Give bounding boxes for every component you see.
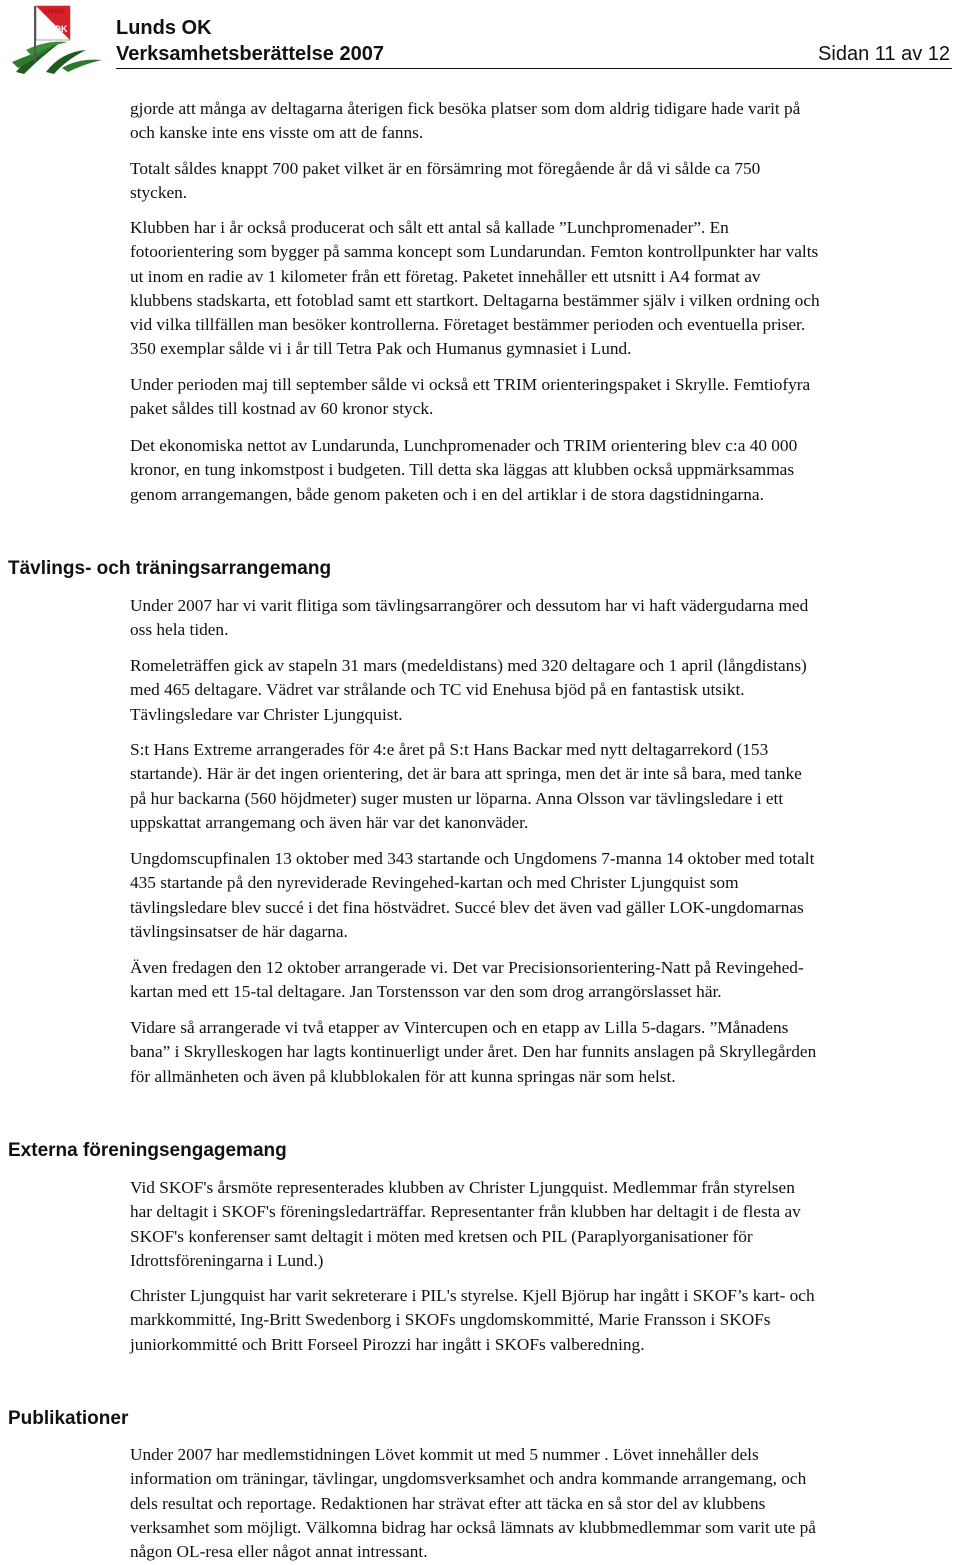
section-heading: Publikationer — [8, 1408, 129, 1429]
paragraph — [130, 1284, 960, 1357]
paragraph — [130, 1016, 960, 1089]
text-line: tävlingsinsatser de här dagarna. — [130, 921, 348, 941]
text-line: startande). Här är det ingen orientering, det är bara att springa, men det är inte så bara, med tanke — [130, 764, 802, 784]
page-header — [0, 0, 960, 78]
text-line: Klubben har i år också producerat och sålt ett antal så kallade ”Lunchpromenader”. En — [130, 218, 729, 237]
text-line: paket såldes till kostnad av 60 kronor styck. — [130, 399, 434, 419]
page-number: Sidan 11 av 12 — [818, 43, 950, 65]
svg-text:LUNDS: LUNDS — [44, 9, 65, 15]
header-title-line — [116, 40, 952, 69]
text-line: med 465 deltagare. Vädret var strålande och TC vid Enehusa bjöd på en fantastisk utsikt. — [130, 680, 745, 700]
section-heading: Externa föreningsengagemang — [8, 1140, 287, 1161]
text-line: markkommitté, Ing-Britt Swedenborg i SKOFs ungdomskommitté, Marie Fransson i SKOFs — [130, 1310, 771, 1330]
text-line: genom arrangemangen, både genom paketen och i en del artiklar i de stora dagstidningarna. — [130, 484, 764, 504]
text-line: Christer Ljungquist har varit sekreterare i PIL's styrelse. Kjell Björup har ingått i SKOF’s kart- och — [130, 1286, 815, 1305]
svg-text:OK: OK — [54, 24, 68, 34]
text-line: verksamhet som möjligt. Välkomna bidrag har också lämnats av klubbmedlemmar som varit ute på — [130, 1517, 816, 1537]
paragraph — [130, 847, 960, 944]
text-line: information om träningar, tävlingar, ungdomsverksamhet och andra kommande arrangemang, och — [130, 1469, 807, 1489]
text-line: någon OL-resa eller något annat intressant. — [130, 1542, 428, 1562]
text-line: Ungdomscupfinalen 13 oktober med 343 startande och Ungdomens 7-manna 14 oktober med totalt — [130, 849, 815, 868]
text-line: kronor, en tung inkomstpost i budgeten. Till detta ska läggas att klubben också uppmärksammas — [130, 460, 795, 480]
text-line: bana” i Skrylleskogen har lagts kontinuerligt under året. Den har funnits anslagen på Skryllegården — [130, 1042, 817, 1062]
paragraph — [130, 157, 960, 206]
text-line: fotoorientering som bygger på samma koncept som Lundarundan. Femton kontrollpunkter har valts — [130, 242, 819, 262]
lunds-ok-logo — [6, 2, 114, 74]
text-line: juniorkommitté och Britt Forseel Pirozzi har ingått i SKOFs valberedning. — [130, 1334, 645, 1354]
paragraph — [130, 956, 960, 1005]
text-line: Idrottsföreningarna i Lund.) — [130, 1250, 324, 1270]
text-line: uppskattat arrangemang och även här var det kanonväder. — [130, 812, 529, 832]
organization-name: Lunds OK — [116, 17, 212, 39]
paragraph — [130, 654, 960, 727]
text-line: Under perioden maj till september sålde vi också ett TRIM orienteringspaket i Skrylle. Femtiofyra — [130, 375, 811, 394]
text-line: och kanske inte ens visste om att de fanns. — [130, 123, 424, 143]
text-line: Även fredagen den 12 oktober arrangerade vi. Det var Precisionsorientering-Natt på Revingehed- — [130, 958, 804, 977]
paragraph — [130, 97, 960, 146]
text-line: Vidare så arrangerade vi två etapper av Vintercupen och en etapp av Lilla 5-dagars. ”Månadens — [130, 1018, 789, 1037]
text-line: kartan med ett 15-tal deltagare. Jan Torstensson var den som drog arrangörslasset här. — [130, 982, 722, 1002]
text-line: klubbens stadskarta, ett fotoblad samt ett startkort. Deltagarna bestämmer själv i vilken ordning och — [130, 290, 820, 310]
text-line: SKOF's konferenser samt deltagit i möten med kretsen och PIL (Paraplyorganisationer för — [130, 1226, 753, 1246]
paragraph — [130, 738, 960, 835]
document-title: Verksamhetsberättelse 2007 — [116, 43, 384, 65]
text-line: vid vilka tillfällen man besöker kontrollerna. Företaget bestämmer perioden och eventuella priser. — [130, 315, 806, 335]
text-line: 350 exemplar sålde vi i år till Tetra Pak och Humanus gymnasiet i Lund. — [130, 339, 632, 359]
text-line: för allmänheten och även på klubblokalen för att kunna springas när som helst. — [130, 1066, 676, 1086]
paragraph — [130, 1176, 960, 1273]
section-heading: Tävlings- och träningsarrangemang — [8, 558, 332, 579]
text-line: stycken. — [130, 183, 188, 203]
paragraph — [130, 373, 960, 422]
text-line: Under 2007 har medlemstidningen Lövet kommit ut med 5 nummer . Lövet innehåller dels — [130, 1445, 759, 1464]
text-line: ut inom en radie av 1 kilometer från ett företag. Paketet innehåller ett utsnitt i A4 format av — [130, 266, 761, 286]
text-line: dels resultat och reportage. Redaktionen har strävat efter att täcka en så stor del av klubbens — [130, 1493, 766, 1513]
text-line: tävlingsledare blev succé i det fina höstvädret. Succé blev det även vad gäller LOK-ungdomarnas — [130, 897, 804, 917]
text-line: Vid SKOF's årsmöte representerades klubben av Christer Ljungquist. Medlemmar från styrelsen — [130, 1178, 795, 1197]
text-line: Under 2007 har vi varit flitiga som tävlingsarrangörer och dessutom har vi haft vädergudarna med — [130, 596, 809, 615]
text-line: S:t Hans Extreme arrangerades för 4:e året på S:t Hans Backar med nytt deltagarrekord (153 — [130, 740, 769, 759]
paragraph — [130, 1443, 960, 1564]
text-line: på hur backarna (560 höjdmeter) suger musten ur löparna. Anna Olsson var tävlingsledare i ett — [130, 788, 784, 808]
paragraph — [130, 594, 960, 643]
text-line: Tävlingsledare var Christer Ljungquist. — [130, 704, 403, 724]
text-line: 435 startande på den nyreviderade Revingehed-kartan och med Christer Ljungquist som — [130, 873, 739, 893]
paragraph — [130, 216, 960, 362]
text-line: oss hela tiden. — [130, 620, 229, 640]
text-line: Det ekonomiska nettot av Lundarunda, Lunchpromenader och TRIM orientering blev c:a 40 000 — [130, 436, 798, 455]
text-line: har deltagit i SKOF's föreningsledarträffar. Representanter från klubben har deltagit i de flesta av — [130, 1202, 801, 1222]
text-line: Totalt såldes knappt 700 paket vilket är en försämring mot föregående år då vi sålde ca 750 — [130, 159, 761, 178]
text-line: gjorde att många av deltagarna återigen fick besöka platser som dom aldrig tidigare hade varit på — [130, 99, 801, 118]
text-line: Romeleträffen gick av stapeln 31 mars (medeldistans) med 320 deltagare och 1 april (långdistans) — [130, 656, 807, 675]
paragraph — [130, 434, 960, 507]
